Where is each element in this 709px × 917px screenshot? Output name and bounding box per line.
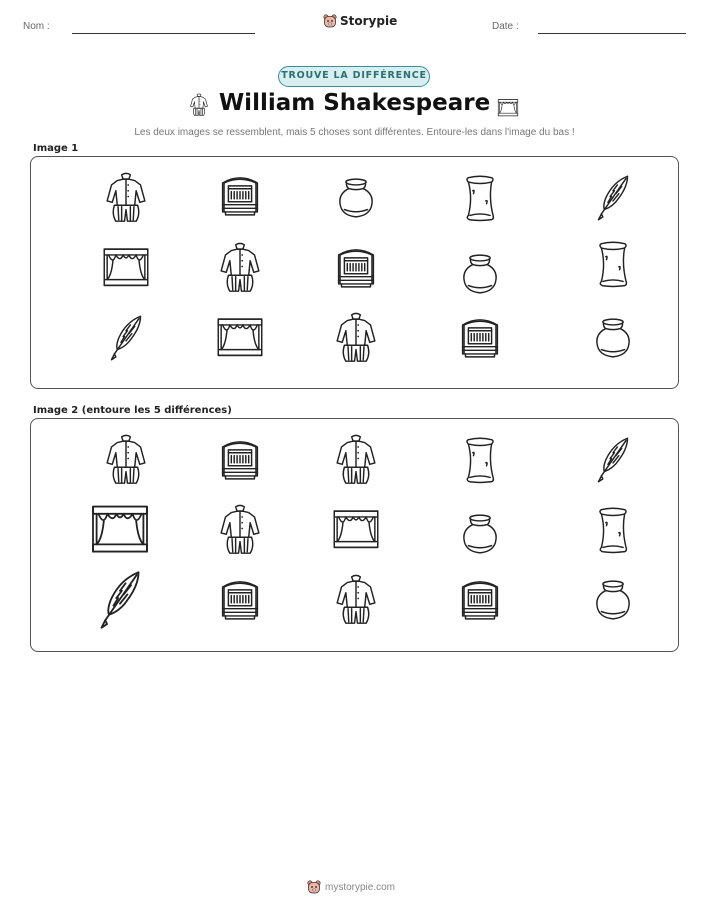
image2-frame[interactable]	[30, 418, 679, 652]
image2-stage-icon[interactable]	[84, 494, 156, 566]
image2-stage-icon[interactable]	[327, 501, 385, 559]
image1-stage-icon	[97, 239, 155, 297]
image2-pot-icon[interactable]	[584, 571, 642, 629]
image1-label: Image 1	[33, 143, 79, 154]
image2-label: Image 2 (entoure les 5 différences)	[33, 405, 232, 416]
image1-theatre-icon	[211, 167, 269, 225]
page-title: William Shakespeare	[218, 90, 491, 116]
image1-quill-icon	[584, 169, 642, 227]
image1-stage-icon	[211, 309, 269, 367]
name-label: Nom :	[23, 21, 50, 32]
instructions: Les deux images se ressemblent, mais 5 choses sont différentes. Entoure-les dans l'image du bas !	[134, 127, 575, 138]
image2-pot-icon[interactable]	[451, 505, 509, 563]
image2-doublet-icon[interactable]	[327, 431, 385, 489]
image1-theatre-icon	[327, 239, 385, 297]
image1-doublet-icon	[97, 169, 155, 227]
image1-doublet-icon	[327, 309, 385, 367]
image2-theatre-icon[interactable]	[211, 571, 269, 629]
image1-quill-icon	[97, 309, 155, 367]
image1-pot-icon	[451, 245, 509, 303]
image2-theatre-icon[interactable]	[451, 571, 509, 629]
image1-doublet-icon	[211, 239, 269, 297]
image1-theatre-icon	[451, 309, 509, 367]
image2-quill-icon[interactable]	[584, 431, 642, 489]
image2-quill-icon[interactable]	[83, 563, 157, 637]
image2-doublet-icon[interactable]	[97, 431, 155, 489]
image1-pot-icon	[327, 169, 385, 227]
bear-icon	[323, 14, 337, 28]
activity-badge: TROUVE LA DIFFÉRENCE	[278, 66, 430, 87]
image1-scroll-icon	[584, 235, 642, 293]
image2-doublet-icon[interactable]	[327, 571, 385, 629]
image2-doublet-icon[interactable]	[211, 501, 269, 559]
image1-pot-icon	[584, 309, 642, 367]
brand-logo	[323, 14, 397, 28]
image2-scroll-icon[interactable]	[584, 501, 642, 559]
date-label: Date :	[492, 21, 519, 32]
bear-icon	[307, 880, 321, 894]
name-line[interactable]	[72, 33, 255, 34]
footer-url: mystorypie.com	[325, 881, 396, 893]
image1-scroll-icon	[451, 169, 509, 227]
brand-name: Storypie	[340, 14, 398, 28]
image2-scroll-icon[interactable]	[451, 431, 509, 489]
image1-frame	[30, 156, 679, 389]
stage-icon	[495, 95, 521, 121]
image2-theatre-icon[interactable]	[211, 431, 269, 489]
date-line[interactable]	[538, 33, 686, 34]
footer	[307, 880, 395, 894]
